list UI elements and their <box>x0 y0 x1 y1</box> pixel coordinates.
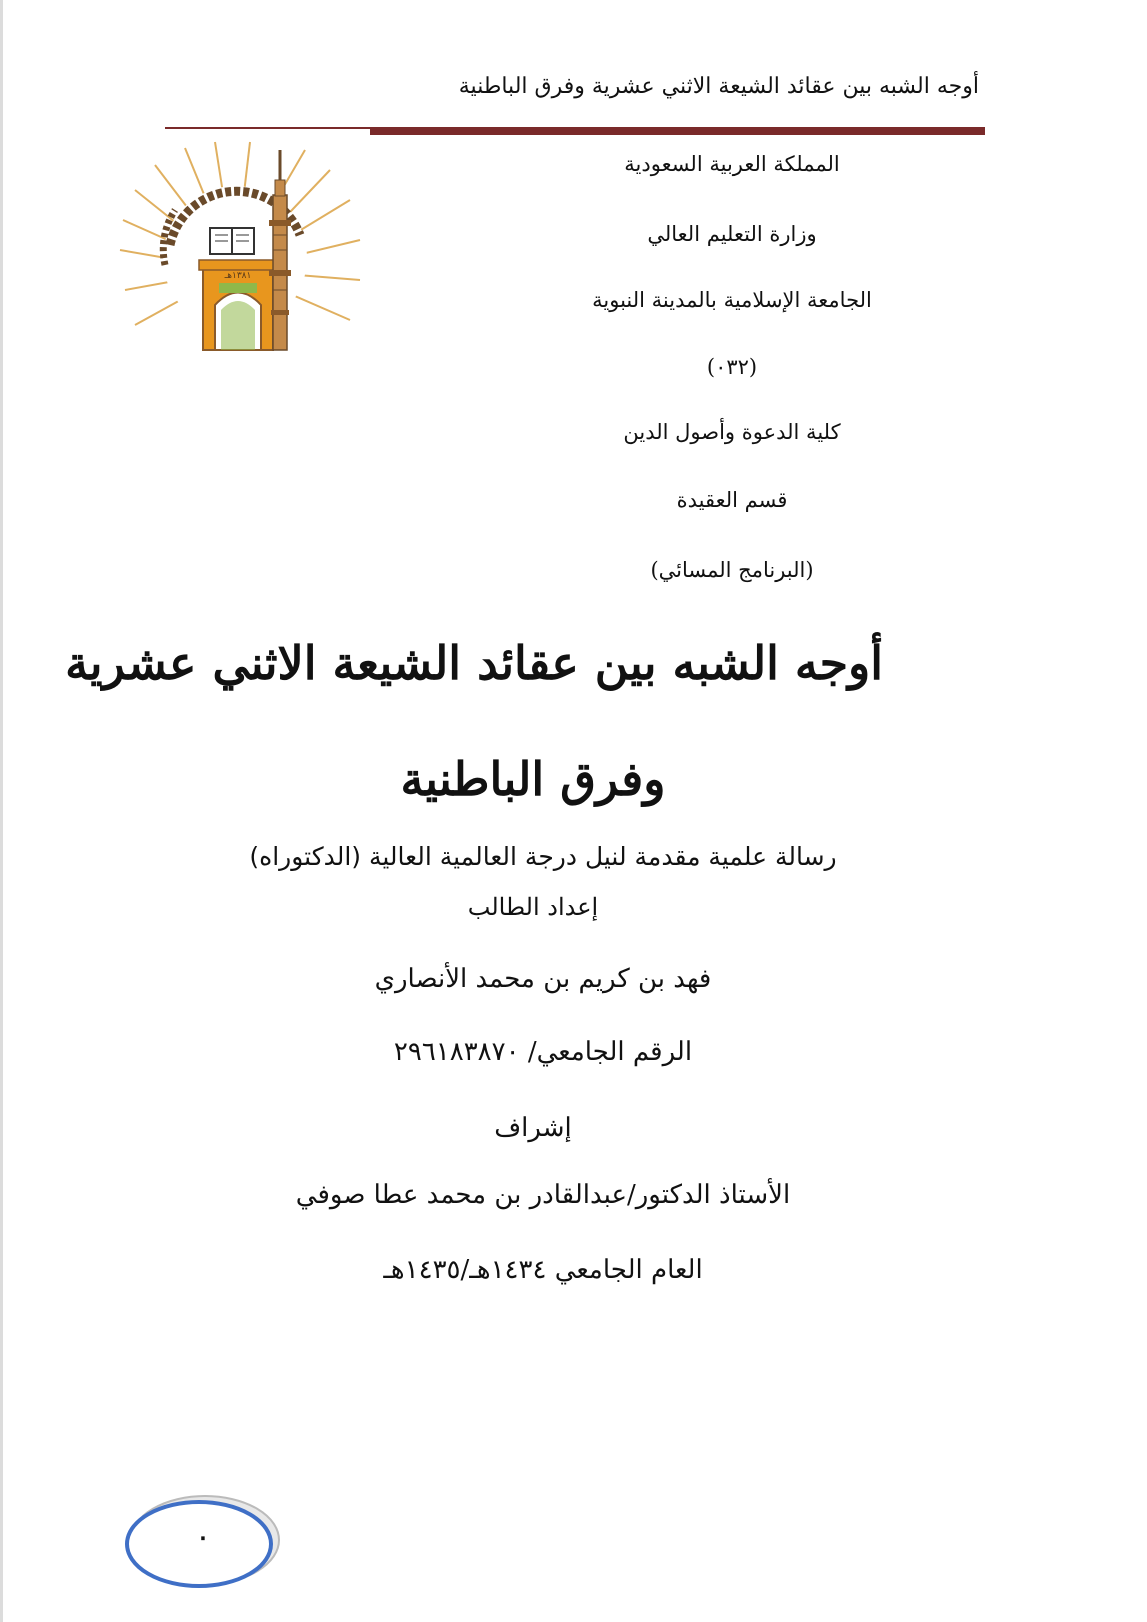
ministry-name: وزارة التعليم العالي <box>647 222 817 246</box>
logo-book <box>210 228 254 254</box>
university-code: (٠٣٢) <box>706 355 758 379</box>
supervisor-name: الأستاذ الدكتور/عبدالقادر بن محمد عطا صوفي <box>295 1180 791 1210</box>
thesis-title-line-1: أوجه الشبه بين عقائد الشيعة الاثني عشرية <box>65 636 883 690</box>
country-name: المملكة العربية السعودية <box>624 152 840 176</box>
logo-gate <box>199 260 277 350</box>
student-id: الرقم الجامعي/ ٢٩٦١٨٣٨٧٠ <box>393 1037 693 1067</box>
running-header-title: أوجه الشبه بين عقائد الشيعة الاثني عشرية وفرق الباطنية <box>458 74 979 99</box>
program-name: (البرنامج المسائي) <box>650 558 814 582</box>
student-name: فهد بن كريم بن محمد الأنصاري <box>374 964 712 994</box>
thesis-title-line-2: وفرق الباطنية <box>400 752 666 806</box>
department-name: قسم العقيدة <box>676 488 788 512</box>
faculty-name: كلية الدعوة وأصول الدين <box>623 420 841 444</box>
logo-year: ١٣٨١هـ <box>224 271 252 281</box>
academic-year: العام الجامعي ١٤٣٤هـ/١٤٣٥هـ <box>383 1255 703 1285</box>
header-rule-thick <box>370 129 985 135</box>
prepared-by-label: إعداد الطالب <box>467 893 599 921</box>
university-name: الجامعة الإسلامية بالمدينة النبوية <box>592 288 872 312</box>
page-number: ٠ <box>196 1522 210 1551</box>
supervision-label: إشراف <box>494 1113 572 1143</box>
thesis-description: رسالة علمية مقدمة لنيل درجة العالمية العالية (الدكتوراه) <box>249 842 837 871</box>
university-logo <box>115 140 365 370</box>
